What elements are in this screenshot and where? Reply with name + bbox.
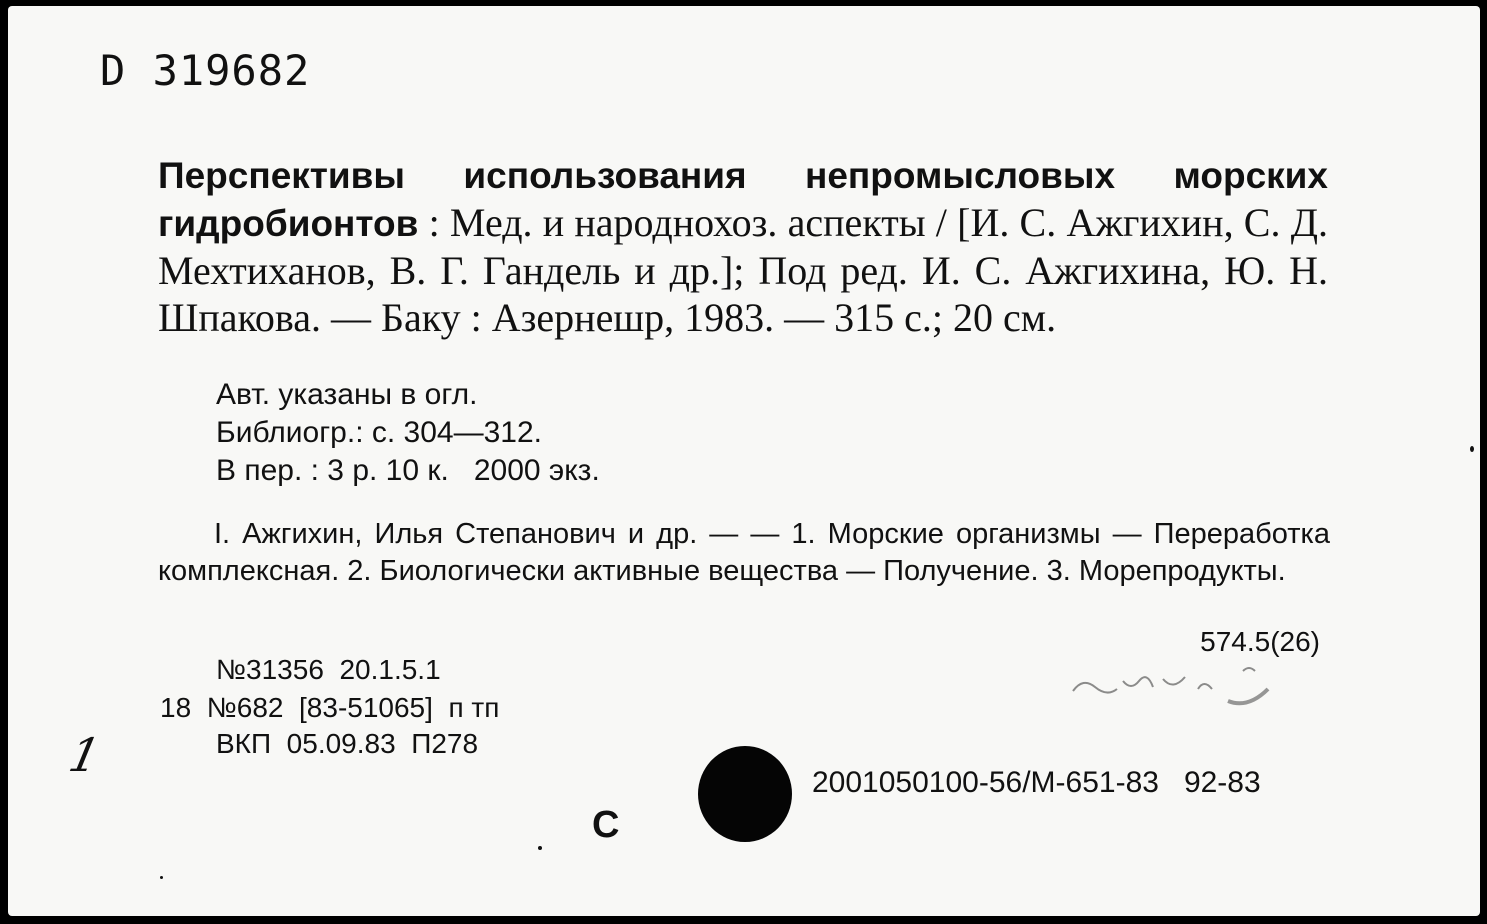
registration-line-1: №31356 20.1.5.1 bbox=[216, 654, 441, 685]
description-text: : Мед. и народнохоз. аспекты / [И. С. Ажгихин, С. Д. Мехтиханов, В. Г. Гандель и др.]; Под ред. И. С. Ажгихина, Ю. Н. Шпакова. — Баку : Азернешр, 1983. — 315 с.; 20 см. bbox=[158, 200, 1328, 340]
classification-code: 574.5(26) bbox=[1200, 626, 1320, 657]
note-authors: Авт. указаны в огл. bbox=[216, 378, 478, 411]
registration-line-2: 18 №682 [83-51065] п тп bbox=[160, 692, 500, 723]
ink-speck bbox=[538, 846, 542, 850]
faded-stamp-icon bbox=[1053, 661, 1283, 723]
handwritten-mark: 1 bbox=[64, 728, 106, 782]
black-dot-mark bbox=[698, 746, 792, 842]
subject-headings: I. Ажгихин, Илья Степанович и др. — — 1. Морские организмы — Переработка комплексная. 2. Биологически активные вещества — Получение. 3. Морепродукты. bbox=[158, 518, 1330, 587]
isbn-line: 2001050100-56/М-651-83 92-83 bbox=[812, 766, 1261, 799]
catalog-card bbox=[8, 6, 1480, 916]
inventory-number: D 319682 bbox=[100, 46, 311, 95]
ink-speck bbox=[160, 876, 163, 879]
bibliographic-description bbox=[158, 151, 1328, 341]
copyright-mark: С bbox=[592, 804, 620, 846]
book-title: Перспективы использования непромысловых морских гидробионтов bbox=[158, 155, 1328, 244]
note-price-copies: В пер. : 3 р. 10 к. 2000 экз. bbox=[216, 454, 600, 487]
registration-line-3: ВКП 05.09.83 П278 bbox=[216, 728, 479, 759]
ink-speck bbox=[1470, 446, 1474, 452]
note-bibliography: Библиогр.: с. 304—312. bbox=[216, 416, 542, 449]
